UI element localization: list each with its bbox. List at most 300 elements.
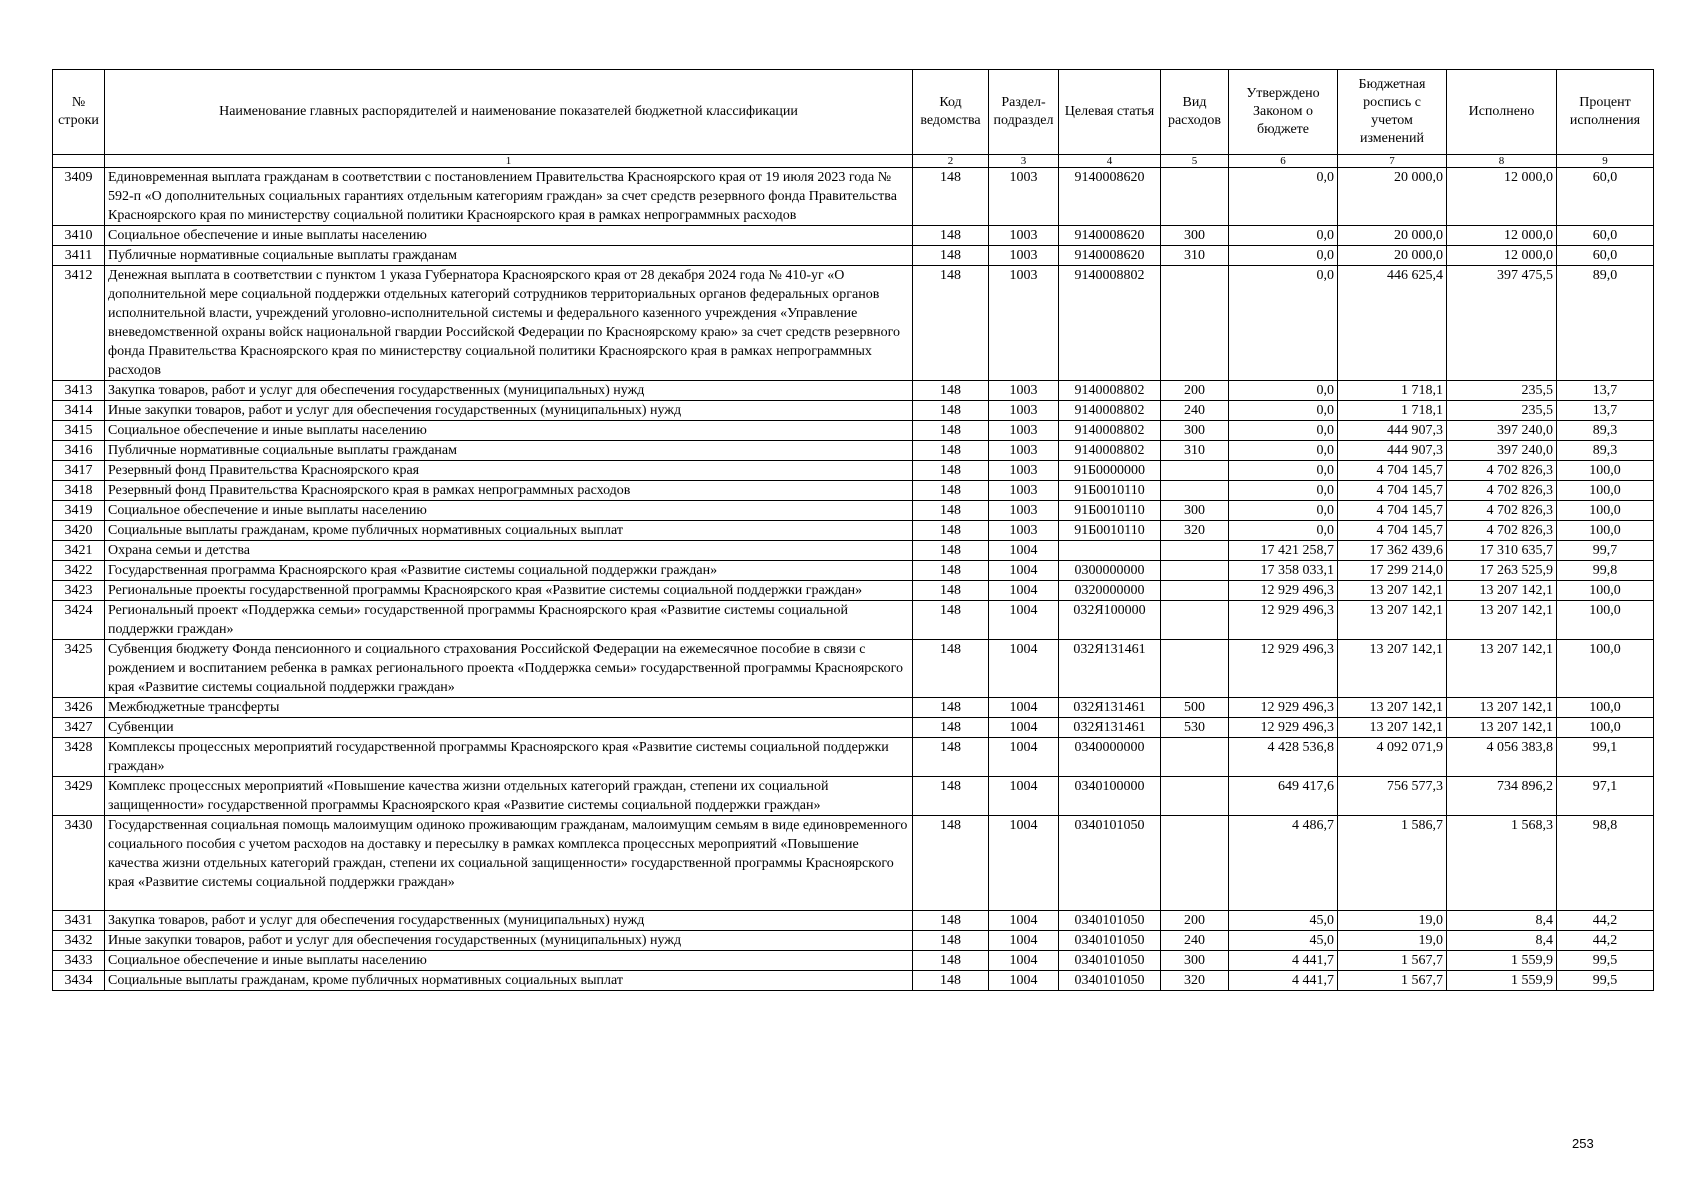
row-number: 3427 xyxy=(53,718,105,738)
row-name: Охрана семьи и детства xyxy=(105,541,913,561)
section-code: 1003 xyxy=(989,521,1059,541)
header-name: Наименование главных распорядителей и наименование показателей бюджетной классификации xyxy=(105,70,913,155)
table-row xyxy=(53,561,1654,581)
target-article: 0320000000 xyxy=(1059,581,1161,601)
row-name: Социальные выплаты гражданам, кроме публичных нормативных социальных выплат xyxy=(105,971,913,991)
row-number: 3416 xyxy=(53,441,105,461)
execution-percent: 89,0 xyxy=(1557,266,1654,381)
table-row xyxy=(53,601,1654,640)
target-article: 9140008620 xyxy=(1059,168,1161,226)
expense-type xyxy=(1161,266,1229,381)
target-article: 032Я100000 xyxy=(1059,601,1161,640)
executed-amount: 4 702 826,3 xyxy=(1447,501,1557,521)
row-number: 3422 xyxy=(53,561,105,581)
budget-list-amount: 13 207 142,1 xyxy=(1338,698,1447,718)
section-code: 1004 xyxy=(989,698,1059,718)
row-number: 3428 xyxy=(53,738,105,777)
row-number: 3421 xyxy=(53,541,105,561)
page-number: 253 xyxy=(1572,1136,1594,1151)
execution-percent: 89,3 xyxy=(1557,421,1654,441)
table-row xyxy=(53,441,1654,461)
budget-list-amount: 13 207 142,1 xyxy=(1338,581,1447,601)
row-name: Публичные нормативные социальные выплаты гражданам xyxy=(105,441,913,461)
section-code: 1004 xyxy=(989,816,1059,911)
table-row xyxy=(53,971,1654,991)
approved-amount: 17 421 258,7 xyxy=(1229,541,1338,561)
target-article: 0340101050 xyxy=(1059,816,1161,911)
section-code: 1003 xyxy=(989,461,1059,481)
approved-amount: 0,0 xyxy=(1229,226,1338,246)
expense-type xyxy=(1161,461,1229,481)
row-name: Комплекс процессных мероприятий «Повышение качества жизни отдельных категорий граждан, степени их социальной защищенности» государственной программы Красноярского края «Развитие системы социальной поддержки граждан» xyxy=(105,777,913,816)
row-name: Социальное обеспечение и иные выплаты населению xyxy=(105,226,913,246)
table-row xyxy=(53,911,1654,931)
execution-percent: 100,0 xyxy=(1557,581,1654,601)
column-number: 7 xyxy=(1338,155,1447,168)
budget-list-amount: 20 000,0 xyxy=(1338,226,1447,246)
header-row-no: № строки xyxy=(53,70,105,155)
table-row xyxy=(53,168,1654,226)
budget-list-amount: 20 000,0 xyxy=(1338,168,1447,226)
target-article: 0300000000 xyxy=(1059,561,1161,581)
row-name: Резервный фонд Правительства Красноярского края xyxy=(105,461,913,481)
executed-amount: 12 000,0 xyxy=(1447,168,1557,226)
section-code: 1003 xyxy=(989,481,1059,501)
budget-list-amount: 1 718,1 xyxy=(1338,381,1447,401)
row-number: 3410 xyxy=(53,226,105,246)
target-article: 032Я131461 xyxy=(1059,718,1161,738)
executed-amount: 17 310 635,7 xyxy=(1447,541,1557,561)
expense-type: 530 xyxy=(1161,718,1229,738)
row-number: 3414 xyxy=(53,401,105,421)
expense-type xyxy=(1161,816,1229,911)
header-approved: Утверждено Законом о бюджете xyxy=(1229,70,1338,155)
dept-code: 148 xyxy=(913,718,989,738)
approved-amount: 0,0 xyxy=(1229,461,1338,481)
table-row xyxy=(53,738,1654,777)
execution-percent: 99,5 xyxy=(1557,971,1654,991)
expense-type: 300 xyxy=(1161,421,1229,441)
execution-percent: 89,3 xyxy=(1557,441,1654,461)
approved-amount: 649 417,6 xyxy=(1229,777,1338,816)
section-code: 1003 xyxy=(989,246,1059,266)
row-number: 3424 xyxy=(53,601,105,640)
expense-type: 200 xyxy=(1161,381,1229,401)
target-article: 0340101050 xyxy=(1059,931,1161,951)
budget-list-amount: 1 567,7 xyxy=(1338,971,1447,991)
column-number: 8 xyxy=(1447,155,1557,168)
table-body xyxy=(53,168,1654,991)
row-name: Социальные выплаты гражданам, кроме публичных нормативных социальных выплат xyxy=(105,521,913,541)
column-number: 1 xyxy=(105,155,913,168)
expense-type xyxy=(1161,601,1229,640)
dept-code: 148 xyxy=(913,421,989,441)
approved-amount: 0,0 xyxy=(1229,246,1338,266)
budget-list-amount: 4 704 145,7 xyxy=(1338,461,1447,481)
table-row xyxy=(53,816,1654,911)
execution-percent: 97,1 xyxy=(1557,777,1654,816)
row-name: Комплексы процессных мероприятий государственной программы Красноярского края «Развитие системы социальной поддержки граждан» xyxy=(105,738,913,777)
expense-type: 200 xyxy=(1161,911,1229,931)
table-row xyxy=(53,461,1654,481)
section-code: 1004 xyxy=(989,601,1059,640)
dept-code: 148 xyxy=(913,640,989,698)
execution-percent: 100,0 xyxy=(1557,601,1654,640)
expense-type: 320 xyxy=(1161,521,1229,541)
section-code: 1004 xyxy=(989,718,1059,738)
approved-amount: 0,0 xyxy=(1229,421,1338,441)
approved-amount: 0,0 xyxy=(1229,266,1338,381)
approved-amount: 0,0 xyxy=(1229,521,1338,541)
budget-list-amount: 17 362 439,6 xyxy=(1338,541,1447,561)
section-code: 1004 xyxy=(989,971,1059,991)
approved-amount: 0,0 xyxy=(1229,481,1338,501)
header-dept-code: Код ведомства xyxy=(913,70,989,155)
row-number: 3409 xyxy=(53,168,105,226)
row-name: Резервный фонд Правительства Красноярского края в рамках непрограммных расходов xyxy=(105,481,913,501)
row-number: 3426 xyxy=(53,698,105,718)
table-row xyxy=(53,951,1654,971)
table-row xyxy=(53,698,1654,718)
target-article: 9140008802 xyxy=(1059,421,1161,441)
dept-code: 148 xyxy=(913,461,989,481)
table-header xyxy=(53,70,1654,168)
expense-type xyxy=(1161,541,1229,561)
budget-list-amount: 17 299 214,0 xyxy=(1338,561,1447,581)
execution-percent: 13,7 xyxy=(1557,381,1654,401)
executed-amount: 4 702 826,3 xyxy=(1447,521,1557,541)
row-number: 3420 xyxy=(53,521,105,541)
target-article: 0340101050 xyxy=(1059,951,1161,971)
execution-percent: 44,2 xyxy=(1557,911,1654,931)
row-name: Субвенция бюджету Фонда пенсионного и социального страхования Российской Федерации на ежемесячное пособие в связи с рождением и воспитанием ребенка в рамках регионального проекта «Поддержка семьи» государственной программы Красноярского края «Развитие системы социальной поддержки граждан» xyxy=(105,640,913,698)
approved-amount: 0,0 xyxy=(1229,168,1338,226)
dept-code: 148 xyxy=(913,581,989,601)
execution-percent: 60,0 xyxy=(1557,168,1654,226)
target-article: 9140008620 xyxy=(1059,246,1161,266)
column-number: 6 xyxy=(1229,155,1338,168)
row-name: Единовременная выплата гражданам в соответствии с постановлением Правительства Красноярского края от 19 июля 2023 года № 592-п «О дополнительных социальных гарантиях отдельным категориям граждан» за счет средств резервного фонда Правительства Красноярского края по министерству социальной политики Красноярского края в рамках непрограммных расходов xyxy=(105,168,913,226)
approved-amount: 17 358 033,1 xyxy=(1229,561,1338,581)
row-name: Социальное обеспечение и иные выплаты населению xyxy=(105,421,913,441)
target-article: 0340100000 xyxy=(1059,777,1161,816)
row-name: Социальное обеспечение и иные выплаты населению xyxy=(105,501,913,521)
target-article: 9140008802 xyxy=(1059,401,1161,421)
dept-code: 148 xyxy=(913,266,989,381)
expense-type: 310 xyxy=(1161,441,1229,461)
budget-list-amount: 1 567,7 xyxy=(1338,951,1447,971)
dept-code: 148 xyxy=(913,381,989,401)
row-number: 3415 xyxy=(53,421,105,441)
table-row xyxy=(53,246,1654,266)
row-number: 3412 xyxy=(53,266,105,381)
dept-code: 148 xyxy=(913,971,989,991)
approved-amount: 0,0 xyxy=(1229,501,1338,521)
budget-list-amount: 444 907,3 xyxy=(1338,441,1447,461)
budget-execution-table xyxy=(52,69,1654,991)
section-code: 1004 xyxy=(989,931,1059,951)
target-article: 032Я131461 xyxy=(1059,640,1161,698)
row-name: Публичные нормативные социальные выплаты гражданам xyxy=(105,246,913,266)
section-code: 1003 xyxy=(989,421,1059,441)
approved-amount: 0,0 xyxy=(1229,401,1338,421)
row-number: 3433 xyxy=(53,951,105,971)
header-percent: Процент исполнения xyxy=(1557,70,1654,155)
dept-code: 148 xyxy=(913,501,989,521)
expense-type: 300 xyxy=(1161,951,1229,971)
target-article: 0340101050 xyxy=(1059,971,1161,991)
expense-type: 240 xyxy=(1161,931,1229,951)
row-number: 3429 xyxy=(53,777,105,816)
execution-percent: 98,8 xyxy=(1557,816,1654,911)
dept-code: 148 xyxy=(913,911,989,931)
table-row xyxy=(53,501,1654,521)
target-article xyxy=(1059,541,1161,561)
execution-percent: 13,7 xyxy=(1557,401,1654,421)
row-name: Закупка товаров, работ и услуг для обеспечения государственных (муниципальных) нужд xyxy=(105,911,913,931)
execution-percent: 100,0 xyxy=(1557,521,1654,541)
section-code: 1004 xyxy=(989,581,1059,601)
approved-amount: 12 929 496,3 xyxy=(1229,640,1338,698)
approved-amount: 12 929 496,3 xyxy=(1229,581,1338,601)
target-article: 9140008620 xyxy=(1059,226,1161,246)
section-code: 1004 xyxy=(989,777,1059,816)
section-code: 1003 xyxy=(989,226,1059,246)
executed-amount: 13 207 142,1 xyxy=(1447,601,1557,640)
execution-percent: 100,0 xyxy=(1557,640,1654,698)
row-name: Региональные проекты государственной программы Красноярского края «Развитие системы социальной поддержки граждан» xyxy=(105,581,913,601)
expense-type xyxy=(1161,561,1229,581)
row-number: 3431 xyxy=(53,911,105,931)
row-name: Закупка товаров, работ и услуг для обеспечения государственных (муниципальных) нужд xyxy=(105,381,913,401)
column-number: 2 xyxy=(913,155,989,168)
executed-amount: 13 207 142,1 xyxy=(1447,581,1557,601)
table-row xyxy=(53,777,1654,816)
expense-type: 500 xyxy=(1161,698,1229,718)
execution-percent: 100,0 xyxy=(1557,698,1654,718)
executed-amount: 13 207 142,1 xyxy=(1447,640,1557,698)
row-name: Иные закупки товаров, работ и услуг для обеспечения государственных (муниципальных) нужд xyxy=(105,401,913,421)
target-article: 91Б0010110 xyxy=(1059,501,1161,521)
section-code: 1003 xyxy=(989,168,1059,226)
dept-code: 148 xyxy=(913,816,989,911)
section-code: 1004 xyxy=(989,738,1059,777)
column-number xyxy=(53,155,105,168)
execution-percent: 99,8 xyxy=(1557,561,1654,581)
row-name: Региональный проект «Поддержка семьи» государственной программы Красноярского края «Развитие системы социальной поддержки граждан» xyxy=(105,601,913,640)
executed-amount: 1 559,9 xyxy=(1447,951,1557,971)
execution-percent: 100,0 xyxy=(1557,718,1654,738)
expense-type: 300 xyxy=(1161,501,1229,521)
target-article: 91Б0010110 xyxy=(1059,481,1161,501)
approved-amount: 45,0 xyxy=(1229,911,1338,931)
row-name: Субвенции xyxy=(105,718,913,738)
budget-list-amount: 4 704 145,7 xyxy=(1338,521,1447,541)
budget-list-amount: 4 092 071,9 xyxy=(1338,738,1447,777)
executed-amount: 734 896,2 xyxy=(1447,777,1557,816)
target-article: 032Я131461 xyxy=(1059,698,1161,718)
row-name: Социальное обеспечение и иные выплаты населению xyxy=(105,951,913,971)
target-article: 91Б0010110 xyxy=(1059,521,1161,541)
column-number-row xyxy=(53,155,1654,168)
executed-amount: 397 475,5 xyxy=(1447,266,1557,381)
execution-percent: 44,2 xyxy=(1557,931,1654,951)
approved-amount: 12 929 496,3 xyxy=(1229,718,1338,738)
table-row xyxy=(53,931,1654,951)
header-section: Раздел-подраздел xyxy=(989,70,1059,155)
section-code: 1004 xyxy=(989,911,1059,931)
budget-list-amount: 1 586,7 xyxy=(1338,816,1447,911)
target-article: 9140008802 xyxy=(1059,441,1161,461)
budget-list-amount: 446 625,4 xyxy=(1338,266,1447,381)
executed-amount: 397 240,0 xyxy=(1447,421,1557,441)
executed-amount: 12 000,0 xyxy=(1447,226,1557,246)
execution-percent: 99,1 xyxy=(1557,738,1654,777)
section-code: 1004 xyxy=(989,640,1059,698)
budget-list-amount: 4 704 145,7 xyxy=(1338,501,1447,521)
column-number: 3 xyxy=(989,155,1059,168)
approved-amount: 4 441,7 xyxy=(1229,951,1338,971)
execution-percent: 100,0 xyxy=(1557,481,1654,501)
dept-code: 148 xyxy=(913,601,989,640)
header-executed: Исполнено xyxy=(1447,70,1557,155)
approved-amount: 12 929 496,3 xyxy=(1229,698,1338,718)
dept-code: 148 xyxy=(913,401,989,421)
dept-code: 148 xyxy=(913,481,989,501)
expense-type: 240 xyxy=(1161,401,1229,421)
section-code: 1004 xyxy=(989,561,1059,581)
target-article: 0340101050 xyxy=(1059,911,1161,931)
expense-type xyxy=(1161,168,1229,226)
row-number: 3413 xyxy=(53,381,105,401)
execution-percent: 60,0 xyxy=(1557,226,1654,246)
table-row xyxy=(53,521,1654,541)
approved-amount: 4 441,7 xyxy=(1229,971,1338,991)
approved-amount: 4 428 536,8 xyxy=(1229,738,1338,777)
header-target: Целевая статья xyxy=(1059,70,1161,155)
execution-percent: 99,7 xyxy=(1557,541,1654,561)
expense-type xyxy=(1161,581,1229,601)
table-row xyxy=(53,401,1654,421)
target-article: 9140008802 xyxy=(1059,266,1161,381)
budget-list-amount: 13 207 142,1 xyxy=(1338,640,1447,698)
table-row xyxy=(53,541,1654,561)
budget-list-amount: 13 207 142,1 xyxy=(1338,718,1447,738)
executed-amount: 235,5 xyxy=(1447,381,1557,401)
table-row xyxy=(53,266,1654,381)
expense-type xyxy=(1161,640,1229,698)
executed-amount: 13 207 142,1 xyxy=(1447,698,1557,718)
row-name: Государственная программа Красноярского края «Развитие системы социальной поддержки граждан» xyxy=(105,561,913,581)
column-number: 5 xyxy=(1161,155,1229,168)
executed-amount: 17 263 525,9 xyxy=(1447,561,1557,581)
row-name: Иные закупки товаров, работ и услуг для обеспечения государственных (муниципальных) нужд xyxy=(105,931,913,951)
dept-code: 148 xyxy=(913,777,989,816)
section-code: 1004 xyxy=(989,951,1059,971)
budget-list-amount: 20 000,0 xyxy=(1338,246,1447,266)
budget-list-amount: 444 907,3 xyxy=(1338,421,1447,441)
dept-code: 148 xyxy=(913,246,989,266)
row-number: 3423 xyxy=(53,581,105,601)
budget-list-amount: 19,0 xyxy=(1338,931,1447,951)
budget-list-amount: 756 577,3 xyxy=(1338,777,1447,816)
approved-amount: 0,0 xyxy=(1229,381,1338,401)
section-code: 1003 xyxy=(989,401,1059,421)
dept-code: 148 xyxy=(913,698,989,718)
budget-list-amount: 4 704 145,7 xyxy=(1338,481,1447,501)
header-expense-type: Вид расходов xyxy=(1161,70,1229,155)
table-row xyxy=(53,718,1654,738)
table-row xyxy=(53,226,1654,246)
row-number: 3418 xyxy=(53,481,105,501)
expense-type xyxy=(1161,738,1229,777)
dept-code: 148 xyxy=(913,521,989,541)
expense-type: 320 xyxy=(1161,971,1229,991)
dept-code: 148 xyxy=(913,226,989,246)
section-code: 1004 xyxy=(989,541,1059,561)
dept-code: 148 xyxy=(913,541,989,561)
section-code: 1003 xyxy=(989,501,1059,521)
execution-percent: 100,0 xyxy=(1557,461,1654,481)
budget-list-amount: 1 718,1 xyxy=(1338,401,1447,421)
table-row xyxy=(53,640,1654,698)
executed-amount: 4 056 383,8 xyxy=(1447,738,1557,777)
execution-percent: 100,0 xyxy=(1557,501,1654,521)
executed-amount: 8,4 xyxy=(1447,911,1557,931)
table-row xyxy=(53,421,1654,441)
column-number: 4 xyxy=(1059,155,1161,168)
row-number: 3417 xyxy=(53,461,105,481)
row-number: 3430 xyxy=(53,816,105,911)
executed-amount: 8,4 xyxy=(1447,931,1557,951)
row-number: 3425 xyxy=(53,640,105,698)
expense-type xyxy=(1161,777,1229,816)
expense-type: 310 xyxy=(1161,246,1229,266)
table-row xyxy=(53,481,1654,501)
dept-code: 148 xyxy=(913,561,989,581)
row-name: Межбюджетные трансферты xyxy=(105,698,913,718)
expense-type xyxy=(1161,481,1229,501)
dept-code: 148 xyxy=(913,931,989,951)
expense-type: 300 xyxy=(1161,226,1229,246)
row-name: Денежная выплата в соответствии с пунктом 1 указа Губернатора Красноярского края от 28 декабря 2024 года № 410-уг «О дополнительной мере социальной поддержки отдельных категорий сотрудников территориальных органов федеральных органов исполнительной власти, учреждений уголовно-исполнительной системы и федерального казенного учреждения «Управление вневедомственной охраны войск национальной гвардии Российской Федерации по Красноярскому краю» за счет средств резервного фонда Правительства Красноярского края по министерству социальной политики Красноярского края в рамках непрограммных расходов xyxy=(105,266,913,381)
executed-amount: 12 000,0 xyxy=(1447,246,1557,266)
section-code: 1003 xyxy=(989,381,1059,401)
dept-code: 148 xyxy=(913,441,989,461)
column-number: 9 xyxy=(1557,155,1654,168)
dept-code: 148 xyxy=(913,738,989,777)
budget-list-amount: 13 207 142,1 xyxy=(1338,601,1447,640)
executed-amount: 4 702 826,3 xyxy=(1447,461,1557,481)
row-number: 3432 xyxy=(53,931,105,951)
row-number: 3411 xyxy=(53,246,105,266)
executed-amount: 397 240,0 xyxy=(1447,441,1557,461)
section-code: 1003 xyxy=(989,266,1059,381)
approved-amount: 45,0 xyxy=(1229,931,1338,951)
target-article: 9140008802 xyxy=(1059,381,1161,401)
executed-amount: 1 568,3 xyxy=(1447,816,1557,911)
row-name: Государственная социальная помощь малоимущим одиноко проживающим гражданам, малоимущим семьям в виде единовременного социального пособия с учетом расходов на доставку и пересылку в рамках комплекса процессных мероприятий «Повышение качества жизни отдельных категорий граждан, степени их социальной защищенности» государственной программы Красноярского края «Развитие системы социальной поддержки граждан» xyxy=(105,816,913,911)
row-number: 3434 xyxy=(53,971,105,991)
dept-code: 148 xyxy=(913,951,989,971)
executed-amount: 4 702 826,3 xyxy=(1447,481,1557,501)
executed-amount: 13 207 142,1 xyxy=(1447,718,1557,738)
header-budget-list: Бюджетная роспись с учетом изменений xyxy=(1338,70,1447,155)
dept-code: 148 xyxy=(913,168,989,226)
target-article: 0340000000 xyxy=(1059,738,1161,777)
target-article: 91Б0000000 xyxy=(1059,461,1161,481)
approved-amount: 0,0 xyxy=(1229,441,1338,461)
